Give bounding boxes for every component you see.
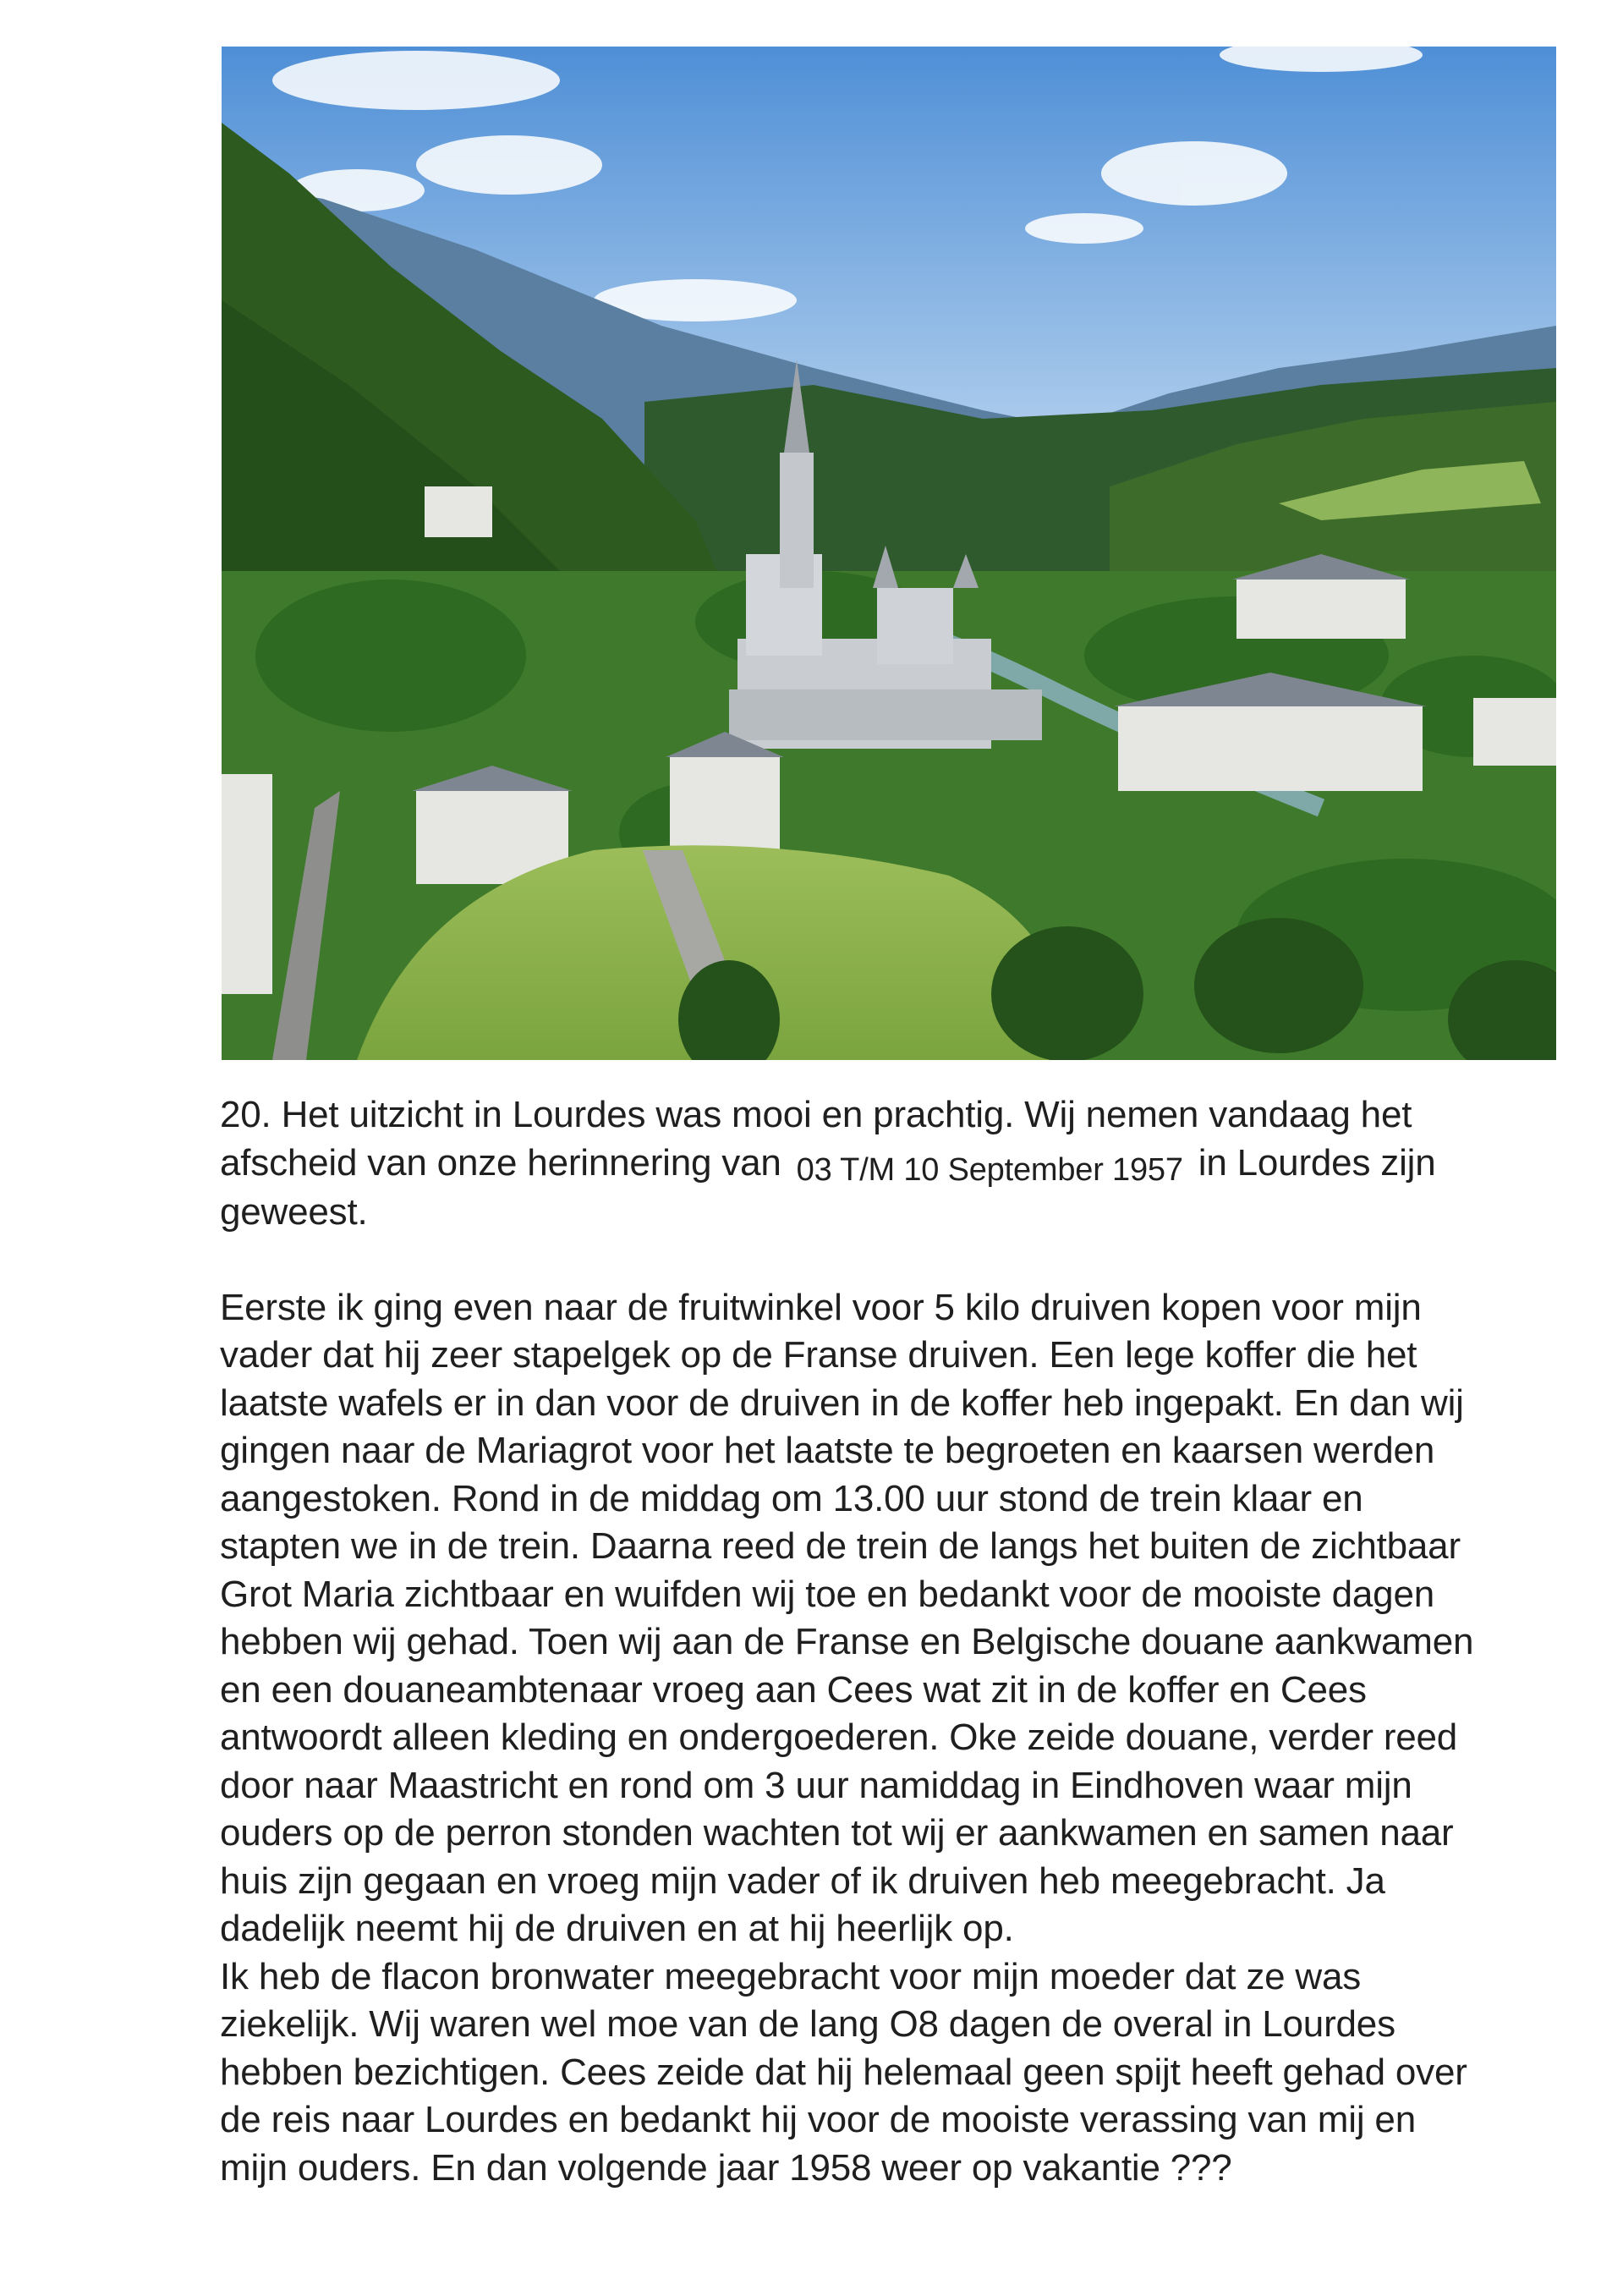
p2-line: Eerste ik ging even naar de fruitwinkel voor 5 kilo druiven kopen voor mijn <box>220 1286 1422 1328</box>
p1-line-1: 20. Het uitzicht in Lourdes was mooi en prachtig. Wij nemen vandaag het <box>220 1094 1412 1135</box>
p1-line-2-end: in Lourdes zijn <box>1198 1141 1436 1184</box>
paragraph-2 <box>220 1284 1573 1953</box>
p3-line-1: Ik heb de flacon bronwater meegebracht voor mijn moeder dat ze was <box>220 1955 1362 1997</box>
p3-line-3: hebben bezichtigen. Cees zeide dat hij helemaal geen spijt heeft gehad over <box>220 2051 1467 2093</box>
p3-line-5: mijn ouders. En dan volgende jaar 1958 weer op vakantie ??? <box>220 2146 1232 2189</box>
memoir-text <box>220 1091 1573 2192</box>
p2-line: huis zijn gegaan en vroeg mijn vader of ik druiven heb meegebracht. Ja <box>220 1859 1385 1902</box>
p1-line-2-start: afscheid van onze herinnering van <box>220 1141 781 1184</box>
p2-line: hebben wij gehad. Toen wij aan de Franse en Belgische douane aankwamen <box>220 1621 1474 1662</box>
p2-line: door naar Maastricht en rond om 3 uur namiddag in Eindhoven waar mijn <box>220 1764 1412 1806</box>
p2-line: stapten we in de trein. Daarna reed de trein de langs het buiten de zichtbaar <box>220 1525 1461 1567</box>
lourdes-photo <box>222 47 1556 1060</box>
p2-line: laatste wafels er in dan voor de druiven in de koffer heb ingepakt. En dan wij <box>220 1381 1464 1424</box>
p3-line-2: ziekelijk. Wij waren wel moe van de lang O8 dagen de overal in Lourdes <box>220 2003 1395 2045</box>
p2-line: en een douaneambtenaar vroeg aan Cees wat zit in de koffer en Cees <box>220 1668 1367 1711</box>
lourdes-landscape-illustration <box>222 47 1556 1060</box>
p2-line: antwoordt alleen kleding en ondergoederen. Oke zeide douane, verder reed <box>220 1717 1458 1758</box>
p2-line: gingen naar de Mariagrot voor het laatste te begroeten en kaarsen werden <box>220 1430 1435 1471</box>
paragraph-3 <box>220 1953 1573 2193</box>
p2-line: Grot Maria zichtbaar en wuifden wij toe en bedankt voor de mooiste dagen <box>220 1573 1434 1615</box>
paragraph-1 <box>220 1091 1573 1237</box>
p2-line: dadelijk neemt hij de druiven en at hij heerlijk op. <box>220 1908 1014 1949</box>
p3-line-4: de reis naar Lourdes en bedankt hij voor de mooiste verassing van mij en <box>220 2099 1416 2140</box>
p2-line: ouders op de perron stonden wachten tot wij er aankwamen en samen naar <box>220 1812 1454 1854</box>
date-overlay: 03 T/M 10 September 1957 <box>796 1151 1183 1188</box>
p2-line: vader dat hij zeer stapelgek op de Franse druiven. Een lege koffer die het <box>220 1334 1417 1376</box>
p1-line-3: geweest. <box>220 1191 368 1233</box>
p2-line: aangestoken. Rond in de middag om 13.00 uur stond de trein klaar en <box>220 1477 1363 1519</box>
